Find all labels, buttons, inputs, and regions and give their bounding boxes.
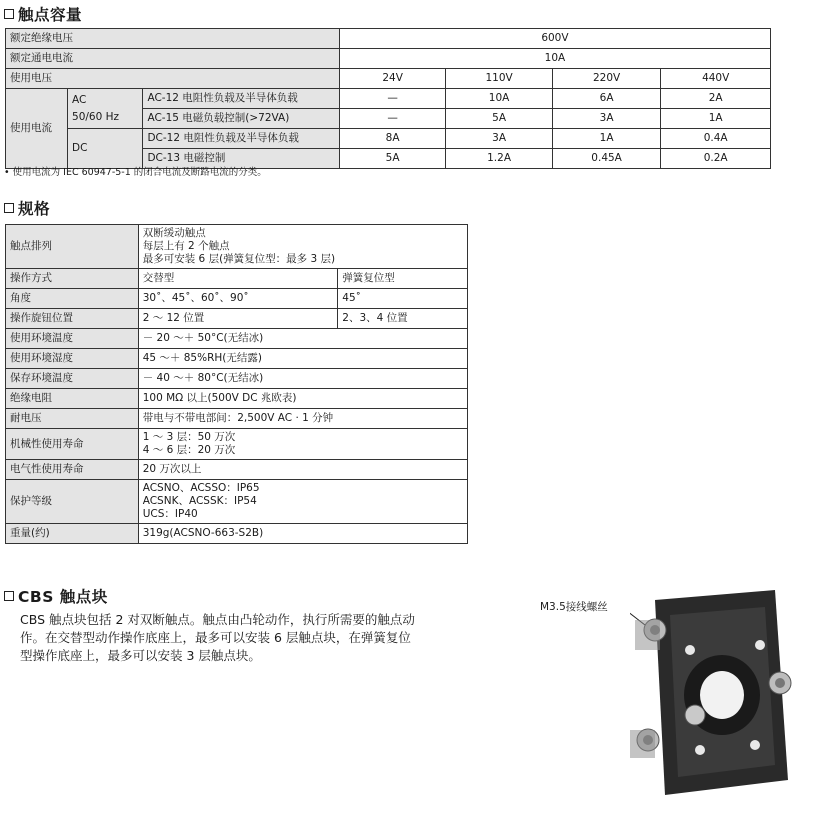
specifications-table [5, 224, 468, 544]
terminal-screw-icon [685, 705, 705, 725]
table-row: 使用电压 24V 110V 220V 440V [6, 69, 771, 89]
checkbox-square-icon [4, 9, 14, 19]
screw-callout-label: M3.5接线螺丝 [540, 601, 608, 613]
cbs-description: CBS 触点块包括 2 对双断触点。触点由凸轮动作，执行所需要的触点动作。在交替型动作操作底座上，最多可以安装 6 层触点块，在弹簧复位型操作底座上，最多可以安装 3 层触点块。 [20, 612, 415, 663]
table-row: 电气性使用寿命 20 万次以上 [6, 460, 468, 480]
table-row: 使用环境温度 － 20 ～＋ 50°C(无结冰) [6, 329, 468, 349]
table-row: 额定通电电流 10A [6, 49, 771, 69]
contact-block-photo [630, 585, 805, 810]
table-row: 使用电流 AC 50/60 Hz AC-12 电阻性负载及半导体负载 — 10A 6A 2A [6, 89, 771, 109]
footnote: • 使用电流为 IEC 60947-5-1 的闭合电流及断路电流的分类。 [4, 167, 267, 178]
section-title-contact-rating: 触点容量 [4, 3, 82, 25]
table-row: 机械性使用寿命 1 ～ 3 层：50 万次 4 ～ 6 层：20 万次 [6, 429, 468, 460]
table-row: 保护等级 ACSNO、ACSSO：IP65 ACSNK、ACSSK：IP54 UCS：IP40 [6, 480, 468, 524]
table-row: 操作旋钮位置 2 ～ 12 位置 2、3、4 位置 [6, 309, 468, 329]
section-title-cbs-block: CBS 触点块 [4, 585, 108, 607]
checkbox-square-icon [4, 591, 14, 601]
contact-rating-table [5, 28, 771, 169]
table-row: 使用环境湿度 45 ～＋ 85%RH(无结露) [6, 349, 468, 369]
table-row: DC-13 电磁控制 5A 1.2A 0.45A 0.2A [6, 149, 771, 169]
section-title-specifications: 规格 [4, 197, 50, 219]
table-row: DC DC-12 电阻性负载及半导体负载 8A 3A 1A 0.4A [6, 129, 771, 149]
table-row: 角度 30˚、45˚、60˚、90˚ 45˚ [6, 289, 468, 309]
table-row: 保存环境温度 － 40 ～＋ 80°C(无结冰) [6, 369, 468, 389]
table-row: 触点排列 双断缓动触点 每层上有 2 个触点 最多可安装 6 层(弹簧复位型：最多 3 层) [6, 225, 468, 269]
table-row: 重量(约) 319g(ACSNO-663-S2B) [6, 524, 468, 544]
table-row: 耐电压 带电与不带电部间：2,500V AC · 1 分钟 [6, 409, 468, 429]
table-row: 操作方式 交替型 弹簧复位型 [6, 269, 468, 289]
table-row: 额定绝缘电压 600V [6, 29, 771, 49]
table-row: AC-15 电磁负载控制(>72VA) — 5A 3A 1A [6, 109, 771, 129]
table-row: 绝缘电阻 100 MΩ 以上(500V DC 兆欧表) [6, 389, 468, 409]
checkbox-square-icon [4, 203, 14, 213]
